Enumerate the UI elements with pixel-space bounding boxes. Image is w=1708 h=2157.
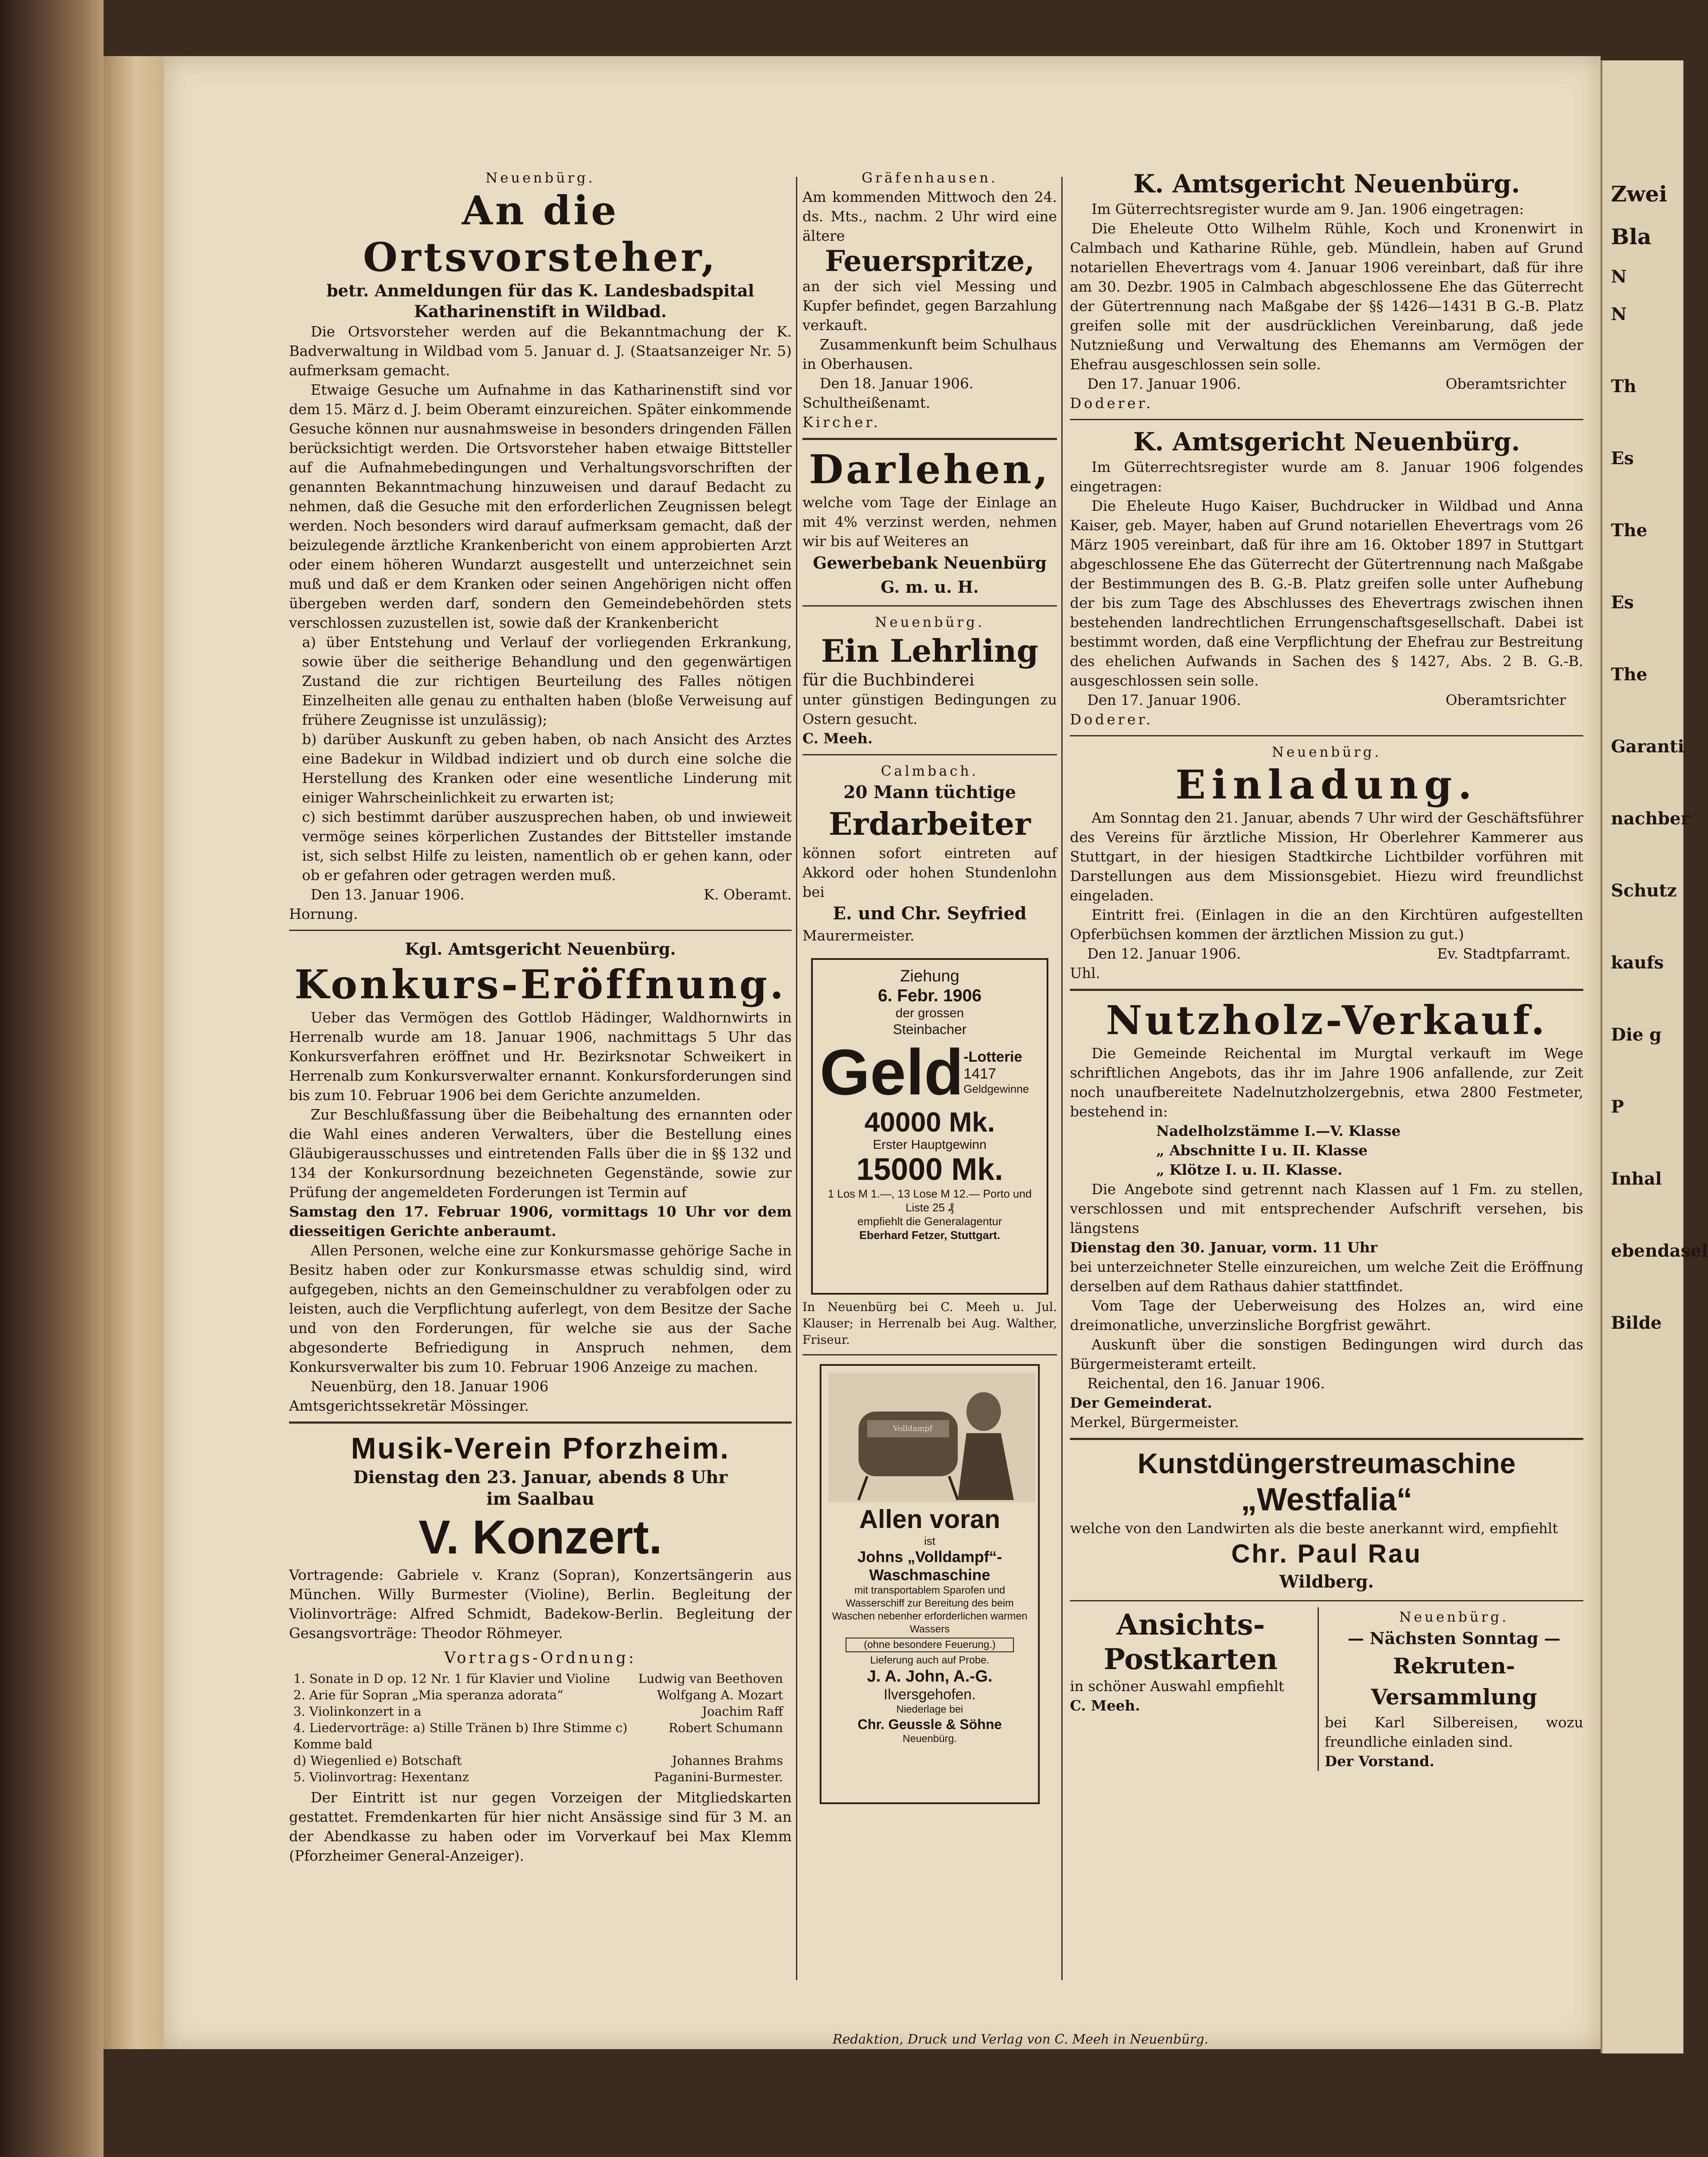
adjacent-page-fragment: N [1611,304,1627,324]
notice-signature-name: Kircher. [802,414,881,431]
adjacent-page-text [1602,60,1708,1333]
notice-paragraph: Zusammenkunft beim Schulhaus in Oberhausen. [802,336,1057,372]
lottery-line: Ziehung [900,967,959,985]
ad-firm: Chr. Paul Rau [1231,1539,1422,1568]
notice-paragraph: Die Gemeinde Reichental im Murgtal verkauft im Wege schriftlichen Angebots, das ihr im Jahre 1906 anfallende, zur Zeit noch unaufbereitete Nadelnutzholzergebnis, etwa 2800 Festmeter, bestehend in: [1070,1045,1583,1120]
ad-text: welche von den Landwirten als die beste anerkannt wird, empfiehlt [1070,1520,1558,1537]
program-composer: Joachim Raff [702,1704,783,1719]
ad-note: (ohne besondere Feuerung.) [846,1638,1014,1652]
ad-text: unter günstigen Bedingungen zu Ostern gesucht. [802,691,1057,727]
notice-paragraph: Am Sonntag den 21. Januar, abends 7 Uhr wird der Geschäftsführer des Vereins für ärztliche Mission, Hr Oberlehrer Kammerer aus Stuttgart, in der hiesigen Stadtkirche Lichtbilder vorführen mit Darstellungen aus dem Missionsgebiet. Hiezu wird freundlichst eingeladen. [1070,809,1583,904]
program-title: Vortrags-Ordnung: [444,1649,636,1667]
lottery-line: der grossen [895,1006,964,1020]
notice-paragraph: Im Güterrechtsregister wurde am 8. Januar 1906 folgendes eingetragen: [1070,459,1583,495]
notice-paragraph: Auskunft über die sonstigen Bedingungen wird durch das Bürgermeisteramt erteilt. [1070,1336,1583,1372]
adjacent-page-fragment: Bilde [1611,1313,1662,1333]
notice-deadline: Dienstag den 30. Januar, vorm. 11 Uhr [1070,1239,1378,1256]
program-composer: Johannes Brahms [672,1753,783,1768]
lottery-line: Steinbacher [893,1022,967,1037]
notice-paragraph: Vom Tage der Ueberweisung des Holzes an, wird eine dreimonatliche, unverzinsliche Borgfrist gewährt. [1070,1297,1583,1333]
notice-date: Den 13. Januar 1906. [311,886,465,903]
ad-postkarten [1070,1607,1319,1771]
divider [1070,419,1583,420]
notice-item: c) sich bestimmt darüber auszusprechen haben, ob und inwieweit vermöge seines körperlichen Zustandes der Bittsteller imstande ist, sich selbst Hilfe zu leisten, namentlich ob er gehen kann, oder ob er gefahren oder getragen werden muß. [302,808,792,884]
notice-item: b) darüber Auskunft zu geben haben, ob nach Ansicht des Arztes eine Badekur in Wildbad indiziert und ob durch eine solche die Herstellung des Kranken oder eine wesentliche Linderung mit einiger Wahrscheinlichkeit zu erwarten ist; [302,731,792,806]
notice-paragraph: Die Eheleute Otto Wilhelm Rühle, Koch und Kronenwirt in Calmbach und Katharine Rühle, geb. Mündlein, haben auf Grund notariellen Ehevertrags vom 4. Januar 1906 vereinbart, daß für ihre am 30. Dezbr. 1905 in Calmbach abgeschlossene Ehe das Güterrecht der Gütertrennung nach Maßgabe der §§ 1426—1431 B G.-B. Platz greifen solle mit der ausdrücklichen Vereinbarung, daß jede Nutznießung und Verwaltung des Ehemanns am Vermögen der Ehefrau ausgeschlossen sein solle. [1070,220,1583,373]
notice-signature: Der Gemeinderat. [1070,1394,1212,1411]
notice-nutzholz [1070,997,1583,1432]
divider [802,1354,1057,1355]
program-item [293,1687,783,1703]
notice-ortsvorsteher [289,168,792,924]
program-composer: Wolfgang A. Mozart [657,1688,783,1702]
notice-paragraph: Ueber das Vermögen des Gottlob Hädinger, Waldhornwirts in Herrenalb wurde am 18. Januar 1906, nachmittags 5 Uhr das Konkursverfahren eröffnet und Hr. Bezirksnotar Schweikert in Herrenalb zum Konkursverwalter ernannt. Konkursforderungen sind bis zum 10. Februar 1906 bei dem Gerichte anzumelden. [289,1009,792,1104]
notice-konkurs [289,937,792,1415]
ad-subtitle: 20 Mann tüchtige [843,782,1016,802]
program-piece: 2. Arie für Sopran „Mia speranza adorata“ [293,1688,563,1702]
ad-title: Musik-Verein Pforzheim. [351,1431,730,1465]
ad-title: Allen voran [859,1505,1000,1534]
ad-text: ist [924,1534,935,1547]
column-divider [1061,177,1063,1980]
divider [802,605,1057,607]
ad-lehrling [802,613,1057,748]
notice-signature-name: Hornung. [289,906,358,922]
divider [802,438,1057,440]
lottery-prizes: Geldgewinne [963,1082,1029,1095]
divider [289,930,792,931]
adjacent-page-fragment: N [1611,267,1627,287]
notice-title: Konkurs-Eröffnung. [294,961,786,1008]
notice-guterrecht-1 [1070,168,1583,413]
notice-signature-name: Doderer. [1070,711,1153,728]
ad-waschmaschine [820,1364,1040,1804]
program-item [293,1752,783,1769]
notice-date: Den 17. Januar 1906. [1087,375,1241,392]
notice-signature-name: Doderer. [1070,395,1153,412]
wood-item: Nadelholzstämme I.—V. Klasse [1156,1123,1401,1139]
program-composer: Robert Schumann [668,1720,783,1735]
divider [1070,735,1583,736]
notice-paragraph: Im Güterrechtsregister wurde am 9. Jan. 1906 eingetragen: [1091,201,1524,217]
adjacent-page-fragment: kaufs [1611,953,1664,973]
lottery-number: 1417 [963,1065,997,1082]
adjacent-page-fragment: The [1611,664,1648,685]
lottery-price: 1 Los M 1.—, 13 Lose M 12.— Porto und Liste 25 ₰ [827,1187,1032,1214]
adjacent-page-fragment: Th [1611,376,1636,396]
program-item [293,1703,783,1720]
place-line: Neuenbürg. [1399,1609,1509,1625]
book-binding [0,0,104,2157]
machine-label: Volldampf [893,1424,933,1433]
notice-signature: Oberamtsrichter [1445,375,1566,392]
notice-title: K. Amtsgericht Neuenbürg. [1133,427,1520,456]
ad-text: welche vom Tage der Einlage an mit 4% verzinst werden, nehmen wir bis auf Weiteres an [802,494,1057,550]
ad-text: Vortragende: Gabriele v. Kranz (Sopran), Konzertsängerin aus München. Willy Burmester (Violine), Berlin. Begleitung der Violinvorträge: Alfred Schmidt, Badekow-Berlin. Begleitung der Gesangsvorträge: Theodor Röhmeyer. [289,1566,792,1641]
ad-signature: C. Meeh. [802,730,873,747]
lottery-agent: Eberhard Fetzer, Stuttgart. [859,1229,1000,1242]
notice-feuerspritze [802,168,1057,432]
program-item [293,1720,783,1752]
adjacent-page-fragment: Es [1611,448,1634,469]
adjacent-page-fragment: Es [1611,592,1634,613]
program-piece: d) Wiegenlied e) Botschaft [293,1753,462,1768]
ad-darlehen [802,446,1057,599]
program-composer: Ludwig van Beethoven [638,1671,783,1686]
ad-title: Erdarbeiter [828,805,1031,842]
ad-signature: C. Meeh. [1070,1697,1140,1714]
notice-paragraph: Etwaige Gesuche um Aufnahme in das Katharinenstift sind vor dem 15. März d. J. beim Oberamt einzureichen. Später einkommende Gesuche können nur ausnahmsweise in besonders dringenden Fällen berücksichtigt werden. Die Ortsvorsteher haben etwaige Bittsteller auf die Aufnahmebedingungen und Verhaltungsvorschriften der genannten Bekanntmachung hinzuweisen und darauf Bedacht zu nehmen, daß die Gesuche mit den erforderlichen Zeugnissen belegt werden. Noch besonders wird darauf aufmerksam gemacht, daß der beizulegende ärztliche Krankenbericht von einem approbierten Arzt oder einem höheren Wundarzt ausgestellt und unterzeichnet sein muß und daß er dem Kranken oder seinen Angehörigen nicht offen übergeben werden darf, sondern den Gemeindebehörden stets verschlossen zuzustellen ist, sowie daß der Krankenbericht [289,381,792,631]
ad-text: für die Buchbinderei [802,670,975,689]
notice-subtitle: betr. Anmeldungen für das K. Landesbadspital Katharinenstift in Wildbad. [326,281,755,321]
divider [1070,989,1583,991]
adjacent-page-fragment: Garanti [1611,736,1684,757]
notice-signature: K. Oberamt. [704,886,792,903]
ad-text: Lieferung auch auf Probe. [870,1654,990,1666]
adjacent-page-fragment: Bla [1611,224,1651,249]
notice-paragraph: Zur Beschlußfassung über die Beibehaltung des ernannten oder die Wahl eines anderen Verwalters, über die Bestellung eines Gläubigerausschusses und eintretenden Falls über die in §§ 132 und 134 der Konkursordnung bezeichneten Gegenstände, sowie zur Prüfung der angemeldeten Forderungen ist Termin auf [289,1106,792,1201]
adjacent-page-fragment: Zwei [1611,181,1667,207]
ad-text: mit transportablem Sparofen und Wasserschiff zur Bereitung des beim Waschen nebenher erforderlichen warmen Wassers [832,1585,1028,1635]
ad-place: im Saalbau [486,1489,594,1509]
ad-text: in schöner Auswahl empfiehlt [1070,1678,1284,1695]
program-piece: 4. Liedervorträge: a) Stille Tränen b) Ihre Stimme c) Komme bald [293,1720,628,1751]
ad-text: können sofort eintreten auf Akkord oder hohen Stundenlohn bei [802,845,1057,900]
ad-product: Johns „Volldampf“-Waschmaschine [857,1548,1002,1584]
ad-signature-title: Maurermeister. [802,927,915,944]
washing-machine-illustration [828,1373,1035,1502]
ad-signature: E. und Chr. Seyfried [833,903,1027,924]
ad-bank: Gewerbebank Neuenbürg [813,553,1047,572]
lottery-total: 40000 Mk. [864,1107,995,1138]
imprint-footer: Redaktion, Druck und Verlag von C. Meeh in Neuenbürg. [833,2032,1208,2047]
program-piece: 3. Violinkonzert in a [293,1704,421,1719]
ad-title: Ein Lehrling [821,632,1038,669]
notice-date: Neuenbürg, den 18. Januar 1906 [311,1378,549,1395]
place-line: Gräfenhausen. [862,170,998,186]
adjacent-page-fragment: Schutz [1611,880,1677,901]
ad-city: Ilversgehofen. [884,1686,976,1703]
notice-signature-name: Merkel, Bürgermeister. [1070,1414,1239,1431]
notice-paragraph: bei unterzeichneter Stelle einzureichen, um welche Zeit die Eröffnung derselben auf dem Rathaus dahier stattfindet. [1070,1258,1583,1295]
ad-city: Wildberg. [1279,1572,1374,1592]
program-composer: Paganini-Burmester. [654,1770,783,1784]
ad-date: Dienstag den 23. Januar, abends 8 Uhr [353,1467,728,1487]
ad-firm: J. A. John, A.-G. [867,1667,993,1685]
notice-date: Den 12. Januar 1906. [1087,945,1241,962]
program-item [293,1769,783,1785]
ad-dealer: Chr. Geussle & Söhne [857,1717,1002,1732]
notice-paragraph: Die Angebote sind getrennt nach Klassen auf 1 Fm. zu stellen, verschlossen und mit entsprechender Aufschrift versehen, bis längstens [1070,1181,1583,1236]
ad-event: V. Konzert. [418,1511,662,1564]
divider [1070,1438,1583,1440]
ad-text: bei Karl Silbereisen, wozu freundliche einladen sind. [1324,1714,1583,1750]
notice-signature: Ev. Stadtpfarramt. [1437,945,1570,962]
notice-paragraph: Samstag den 17. Februar 1906, vormittags 10 Uhr vor dem diesseitigen Gerichte anberaumt. [289,1203,792,1239]
place-line: Neuenbürg. [1271,744,1382,760]
ad-text: Niederlage bei [896,1704,963,1715]
divider [289,1421,792,1424]
lottery-date: 6. Febr. 1906 [878,986,982,1005]
notice-paragraph: an der sich viel Messing und Kupfer befindet, gegen Barzahlung verkauft. [802,278,1057,333]
lottery-big-word: Geld [820,1036,964,1108]
program-list [289,1668,792,1788]
ad-title: Ansichts- [1116,1608,1265,1641]
page-edges [104,56,168,2049]
adjacent-page-fragment: P [1611,1097,1624,1117]
ad-subtitle: — Nächsten Sonntag — [1347,1629,1560,1648]
ad-title: Postkarten [1104,1642,1278,1676]
notice-item: a) über Entstehung und Verlauf der vorliegenden Erkrankung, sowie über die seitherige Behandlung und den gegenwärtigen Zustand die zur richtigen Beurteilung des Falles nötigen Einzelheiten alle genau zu enthalten haben (bloße Verweisung auf frühere Zeugnisse ist unzulässig); [302,634,792,728]
notice-title: An die Ortsvorsteher, [363,187,718,280]
wood-items [1070,1121,1583,1179]
notice-header: Kgl. Amtsgericht Neuenbürg. [405,939,676,959]
ad-title: Rekruten-Versammlung [1371,1653,1537,1710]
lottery-agency: empfiehlt die Generalagentur [857,1215,1002,1228]
ad-erdarbeiter [802,761,1057,945]
column-3 [1070,168,1583,1771]
place-line: Neuenbürg. [874,614,985,630]
place-line: Calmbach. [881,763,979,779]
divider [802,754,1057,755]
notice-paragraph: Die Eheleute Hugo Kaiser, Buchdrucker in Wildbad und Anna Kaiser, geb. Mayer, haben auf Grund notariellen Ehevertrags vom 26 März 1905 vereinbart, daß für ihre am 16. Oktober 1897 in Stuttgart abgeschlossene Ehe das Güterrecht der Gütertrennung nach Maßgabe der Bestimmungen des B. G.-B. Platz greifen solle unter Aufhebung der bis zum Tage des Abschlusses des Ehevertrags zwischen ihnen bestehenden landrechtlichen Errungenschaftsgesellschaft. Dabei ist bestimmt worden, daß eine Verpflichtung der Ehefrau zur Bestreitung des ehelichen Aufwands in Sachen des § 1427, Abs. 2 B. G.-B. ausgeschlossen sein solle. [1070,497,1583,689]
ad-musikverein [289,1430,792,1865]
notice-einladung [1070,742,1583,983]
notice-date: Den 17. Januar 1906. [1087,692,1241,708]
adjacent-page-fragment: ebendasel [1611,1241,1708,1261]
notice-paragraph: Am kommenden Mittwoch den 24. ds. Mts., nachm. 2 Uhr wird eine ältere [802,189,1057,244]
notice-paragraph: Eintritt frei. (Einlagen in die an den Kirchtüren aufgestellten Opferbüchsen kommen der ärztlichen Mission zu gut.) [1070,906,1583,943]
adjacent-page-edge [1601,60,1708,2053]
program-item [293,1670,783,1687]
notice-signature-name: Uhl. [1070,965,1101,981]
place-line: Neuenbürg. [485,170,595,186]
notice-signature: Schultheißenamt. [802,394,931,411]
ad-title: Kunstdüngerstreumaschine [1137,1447,1516,1479]
column-2 [802,168,1057,1813]
wood-item: „ Abschnitte I u. II. Klasse [1156,1142,1368,1159]
adjacent-page-fragment: The [1611,520,1648,541]
lottery-label: -Lotterie [963,1048,1022,1065]
ad-title: Darlehen, [809,446,1051,493]
lottery-first-amount: 15000 Mk. [856,1152,1003,1187]
notice-title: Nutzholz-Verkauf. [1106,997,1548,1044]
ad-signature: Der Vorstand. [1324,1753,1434,1770]
ad-product: „Westfalia“ [1241,1481,1412,1517]
wood-item: „ Klötze I. u. II. Klasse. [1156,1161,1343,1178]
adjacent-page-fragment: Die g [1611,1025,1662,1045]
lottery-first: Erster Hauptgewinn [873,1138,987,1152]
notice-paragraph: Allen Personen, welche eine zur Konkursmasse gehörige Sache in Besitz haben oder zur Konkursmasse etwas schuldig sind, wird aufgegeben, nichts an den Gemeinschuldner zu verabfolgen oder zu leisten, auch die Verpflichtung auferlegt, von dem Besitze der Sache und von den Forderungen, für welche sie aus der Sache abgesonderte Befriedigung in Anspruch nehmen, dem Konkursverwalter bis zum 10. Februar 1906 Anzeige zu machen. [289,1242,792,1375]
notice-title: K. Amtsgericht Neuenbürg. [1133,169,1520,198]
program-piece: 5. Violinvortrag: Hexentanz [293,1770,469,1784]
ad-bank-form: G. m. u. H. [881,577,979,597]
notice-paragraph: Die Ortsvorsteher werden auf die Bekanntmachung der K. Badverwaltung in Wildbad vom 5. Januar d. J. (Staatsanzeiger Nr. 5) aufmerksam gemacht. [289,323,792,379]
notice-guterrecht-2 [1070,426,1583,729]
program-piece: 1. Sonate in D op. 12 Nr. 1 für Klavier und Violine [293,1671,610,1686]
notice-signature: Oberamtsrichter [1445,692,1566,708]
notice-title: Feuerspritze, [824,244,1035,278]
divider [1070,1600,1583,1601]
adjacent-page-fragment: nachber [1611,808,1690,829]
column-divider [796,177,797,1980]
notice-date: Den 18. Januar 1906. [820,375,974,392]
newspaper-page [164,56,1601,2049]
column-1 [289,168,792,1865]
notice-signature: Amtsgerichtssekretär Mössinger. [289,1397,529,1414]
ad-westfalia [1070,1446,1583,1594]
ad-lotterie [811,958,1048,1295]
notice-date: Reichental, den 16. Januar 1906. [1087,1375,1325,1392]
lottery-sold-by: In Neuenbürg bei C. Meeh u. Jul. Klauser; in Herrenalb bei Aug. Walther, Friseur. [802,1300,1057,1347]
bottom-ads [1070,1607,1583,1771]
ad-dealer-city: Neuenbürg. [903,1733,957,1745]
ad-footer-text: Der Eintritt ist nur gegen Vorzeigen der Mitgliedskarten gestattet. Fremdenkarten für hier nicht Ansässige sind für 3 M. an der Abendkasse zu haben oder im Vorverkauf bei Max Klemm (Pforzheimer General-Anzeiger). [289,1789,792,1864]
adjacent-page-fragment: Inhal [1611,1169,1662,1189]
ad-rekruten [1319,1607,1583,1771]
notice-title: Einladung. [1175,761,1478,808]
